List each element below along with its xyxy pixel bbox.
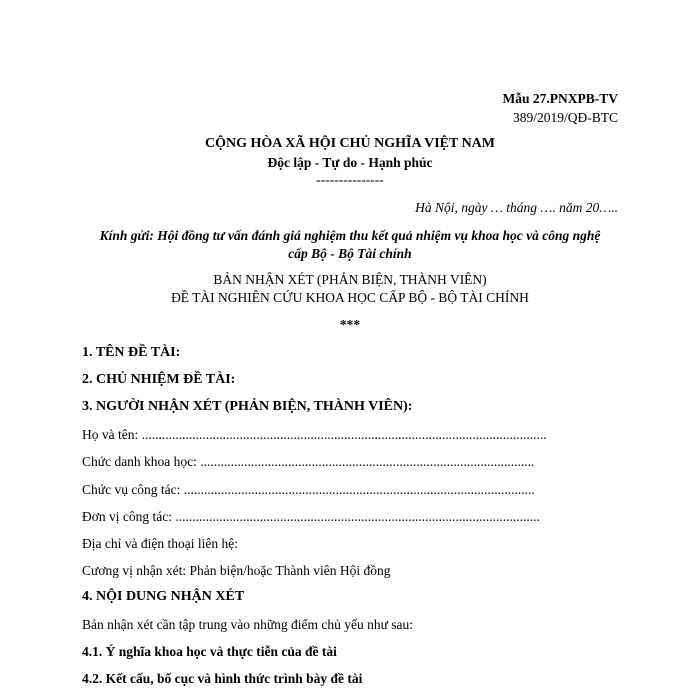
form-code: Mẫu 27.PNXPB-TV — [502, 91, 618, 106]
addressee-line-2: cấp Bộ - Bộ Tài chính — [288, 246, 412, 261]
content-intro: Bản nhận xét cần tập trung vào những điểm chủ yếu như sau: — [82, 617, 414, 632]
field-academic-title: Chức danh khoa học: ................................................................................................... — [82, 454, 535, 469]
addressee-line-1: Kính gửi: Hội đồng tư vấn đánh giá nghiệm thu kết quả nhiệm vụ khoa học và công nghệ — [99, 228, 601, 243]
decision-number: 389/2019/QĐ-BTC — [512, 110, 618, 125]
section-4-heading: 4. NỘI DUNG NHẬN XÉT — [82, 589, 245, 604]
section-4-1-heading: 4.1. Ý nghĩa khoa học và thực tiễn của đề tài — [82, 644, 337, 659]
section-2-heading: 2. CHỦ NHIỆM ĐỀ TÀI: — [82, 372, 236, 387]
section-1-heading: 1. TÊN ĐỀ TÀI: — [82, 345, 181, 360]
field-review-role: Cương vị nhận xét: Phản biện/hoặc Thành viên Hội đồng — [82, 563, 391, 578]
document-title-1: BẢN NHẬN XÉT (PHẢN BIỆN, THÀNH VIÊN) — [213, 272, 487, 287]
section-3-heading: 3. NGƯỜI NHẬN XÉT (PHẢN BIỆN, THÀNH VIÊN): — [82, 399, 413, 414]
national-title: CỘNG HÒA XÃ HỘI CHỦ NGHĨA VIỆT NAM — [204, 136, 495, 151]
motto-divider: --------------- — [316, 172, 384, 187]
document-title-2: ĐỀ TÀI NGHIÊN CỨU KHOA HỌC CẤP BỘ - BỘ TÀI CHÍNH — [171, 290, 529, 305]
field-name: Họ và tên: ........................................................................................................................ — [82, 427, 547, 442]
national-motto: Độc lập - Tự do - Hạnh phúc — [267, 155, 433, 170]
section-4-2-heading: 4.2. Kết cấu, bố cục và hình thức trình bày đề tài — [82, 671, 363, 686]
title-stars: *** — [339, 317, 361, 332]
field-workplace: Đơn vị công tác: ............................................................................................................ — [82, 509, 540, 524]
field-position: Chức vụ công tác: ........................................................................................................ — [82, 482, 535, 497]
date-line: Hà Nội, ngày … tháng …. năm 20….. — [415, 200, 618, 215]
field-address-phone: Địa chỉ và điện thoại liên hệ: — [82, 536, 238, 551]
